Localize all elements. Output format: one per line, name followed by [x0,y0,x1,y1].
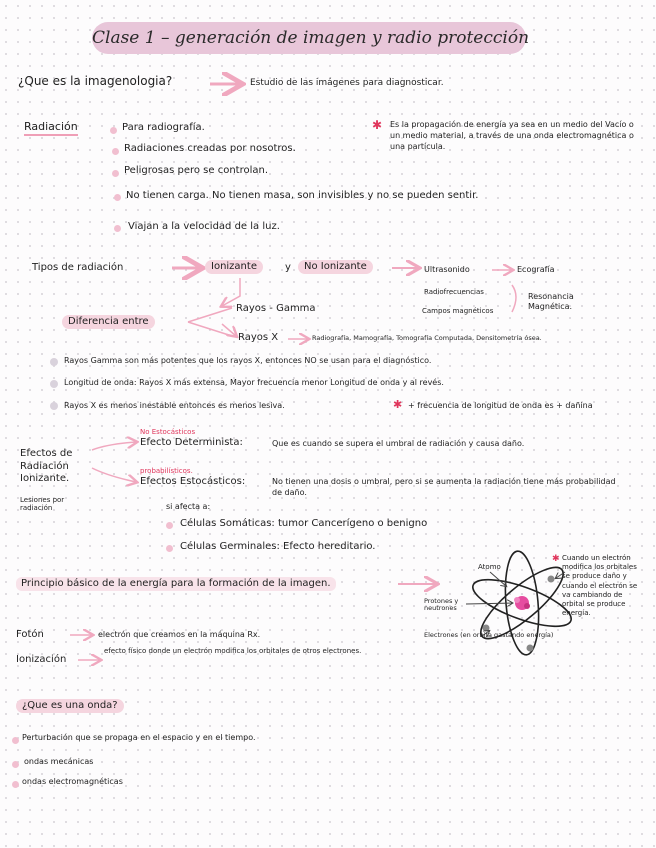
principio-label: Principio básico de la energía para la formación de la imagen. [16,577,336,591]
estocasticos-title: Efectos Estocásticos: [140,476,246,487]
bullet-dot [50,358,58,366]
no-ionizante-label: No Ionizante [298,260,373,274]
question-imagenologia: ¿Que es la imagenologia? [18,74,173,88]
asterisk-icon: ✱ [393,398,403,411]
bullet-dot [50,402,58,410]
ecografia-label: Ecografía [517,265,555,274]
bullet-dot [12,761,19,768]
onda-item: ondas mecánicas [24,757,94,766]
si-afecta-label: si afecta a: [166,502,211,511]
bullet-dot [110,127,117,134]
bullet-dot [112,148,119,155]
bracket-resonancia [512,285,516,312]
bullet-dot [12,737,19,744]
radiacion-item: Viajan a la velocidad de la luz. [128,221,280,232]
germinales-item: Células Germinales: Efecto hereditario. [180,541,376,552]
lesiones-label: Lesiones por radiación [20,496,65,512]
protones-label: Protones y neutrones [424,597,459,613]
somaticas-item: Células Somáticas: tumor Cancerígeno o benigno [180,518,428,529]
rayos-gamma-label: Rayos - Gamma [236,303,316,314]
campos-label: Campos magnéticos [422,307,494,315]
asterisk-icon: ✱ [552,554,560,564]
radiacion-item: Peligrosas pero se controlan. [124,165,269,176]
radiacion-definition: Es la propagación de energía ya sea en un medio del Vacío o un medio material, a través de una onda electromagnética o una partícula. [390,120,634,152]
bullet-dot [166,522,173,529]
tipos-bullet: Rayos X es menos inestable entonces es menos lesiva. [64,401,285,410]
resonancia-label: Resonancia Magnética. [528,292,574,311]
rayos-x-label: Rayos X [238,332,279,343]
onda-question: ¿Que es una onda? [16,699,124,713]
determinista-text: Que es cuando se supera el umbral de radiación y causa daño. [272,439,525,448]
tipos-bullet: Rayos Gamma son más potentes que los rayos X, entonces NO se usan para el diagnóstico. [64,356,432,365]
tipos-bullet: Longitud de onda: Rayos X más extensa, Mayor frecuencia menor Longitud de onda y al revés. [64,378,444,387]
answer-imagenologia: Estudio de las imágenes para diagnosticar. [250,78,444,88]
ultrasonido-label: Ultrasonido [424,265,470,274]
bullet-dot [12,781,19,788]
onda-item: ondas electromagnéticas [22,777,123,786]
bullet-dot [114,225,121,232]
atomo-label: Atomo [478,563,501,571]
radiacion-item: Para radiografía. [122,122,205,133]
bullet-dot [50,380,58,388]
ionizacion-text: efecto físico donde un electrón modifica los orbitales de otros electrones. [104,647,362,655]
atomo-note: Cuando un electrón modifica los orbitales se produce daño y cuando el electrón se va cambiando de orbital se produce energía. [562,554,638,618]
onda-item: Perturbación que se propaga en el espacio y en el tiempo. [22,733,256,742]
branch-ionizante [188,278,240,336]
radiacion-item: No tienen carga. No tienen masa, son invisibles y no se pueden sentir. [126,190,479,201]
asterisk-icon: ✱ [372,118,383,132]
foton-label: Fotón [16,629,44,640]
radiacion-item: Radiaciones creadas por nosotros. [124,143,296,154]
foton-text: electrón que creamos en la máquina Rx. [98,630,261,639]
bullet-dot [114,194,121,201]
bullet-dot [166,545,173,552]
probabilisticos-label: probabilísticos. [140,467,193,475]
electrones-label: Electrones (en orbita gastando energía) [424,631,554,639]
radiofrecuencias-label: Radiofrecuencias [424,288,484,296]
tipos-label: Tipos de radiación [32,262,124,273]
rayos-x-uses: Radiografía, Mamografía, Tomografía Computada, Densitometría ósea. [312,334,542,342]
bullet-dot [112,170,119,177]
ionizante-label: Ionizante [205,260,263,274]
efectos-label: Efectos de Radiación Ionizante. [20,448,73,484]
estocasticos-text: No tienen una dosis o umbral, pero si se aumenta la radiación tiene más probabilidad de daño. [272,477,616,498]
branch-efectos [92,442,136,482]
radiacion-label: Radiación [24,120,78,136]
determinista-title: Efecto Determinista: [140,437,243,448]
tipos-note: + frecuencia de longitud de onda es + dañina [408,401,593,410]
tipos-y: y [285,262,291,273]
ionizacion-label: Ionización [16,654,67,665]
diferencia-label: Diferencia entre [62,315,155,329]
no-estocasticos-label: No Estocásticos [140,428,196,436]
page-title: Clase 1 – generación de imagen y radio protección [92,22,526,54]
